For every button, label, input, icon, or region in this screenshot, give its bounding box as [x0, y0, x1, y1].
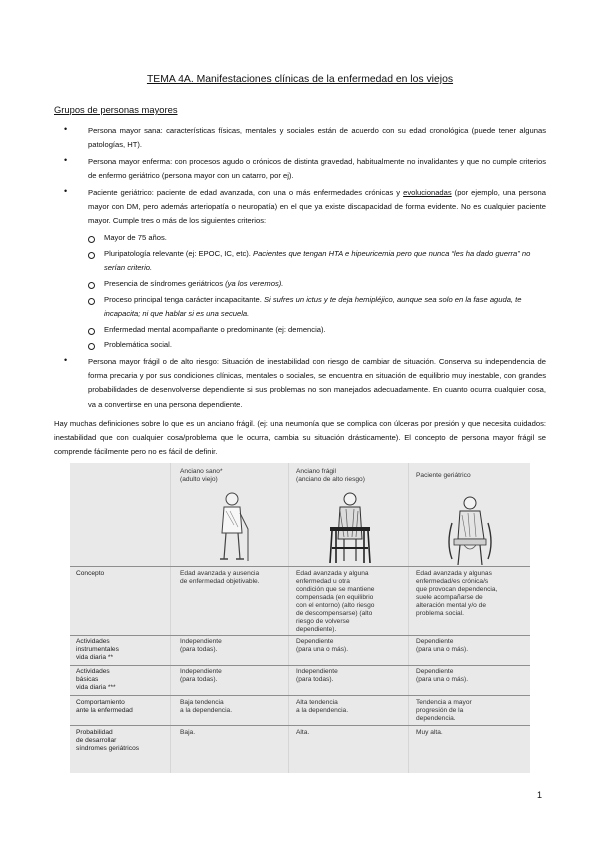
cell-prob-geriatric: Muy alta. [416, 729, 443, 736]
page-title: TEMA 4A. Manifestaciones clínicas de la enfermedad en los viejos [146, 74, 454, 85]
bullet-dot: • [64, 124, 68, 134]
criterion-pluripathology: Pluripatología relevante (ej: EPOC, IC, etc). Pacientes que tengan HTA e hipeuricemia pero que nunca “les ha dado guerra” no serían criterio. [104, 249, 531, 272]
column-divider [170, 463, 171, 773]
criterion-age: Mayor de 75 años. [104, 233, 167, 242]
row-divider [70, 566, 530, 567]
row-label-comportamiento: Comportamiento ante la enfermedad [76, 699, 133, 714]
circle-bullet [88, 343, 95, 350]
column-divider [408, 463, 409, 773]
geriatric-patient-illustration [440, 493, 496, 569]
circle-bullet [88, 252, 95, 259]
bullet-dot: • [64, 186, 68, 196]
cell-prob-frail: Alta. [296, 729, 310, 736]
cell-concepto-healthy: Edad avanzada y ausencia de enfermedad objetivable. [180, 570, 260, 585]
circle-bullet [88, 328, 95, 335]
cell-aivd-frail: Dependiente (para una o más). [296, 638, 349, 653]
section-heading: Grupos de personas mayores [54, 104, 178, 115]
bullet-frail-elder: Persona mayor frágil o de alto riesgo: Situación de inestabilidad con riesgo de cambiar de situación. Conserva su independencia de forma precaria y por sus condiciones clínicas, mentales o sociales, se encuentra en situación de equilibrio muy inestable, con grandes probabilidades de desenvolverse dependiente si sus problemas no son manejados adecuadamente. En cuanto ocurra cualquier cosa, va a convertirse en una persona dependiente. [88, 357, 546, 409]
header-frail: Anciano frágil (anciano de alto riesgo) [296, 468, 365, 483]
cell-abvd-healthy: Independiente (para todas). [180, 668, 222, 683]
cell-comport-healthy: Baja tendencia a la dependencia. [180, 699, 233, 714]
page-number: 1 [536, 790, 542, 800]
row-label-probabilidad: Probabilidad de desarrollar síndromes geriátricos [76, 729, 140, 752]
cell-concepto-frail: Edad avanzada y alguna enfermedad u otra condición que se mantiene compensada (en equilibrio con el entorno) (alto riesgo de descompensarse) (alto riesgo de volverse dependiente). [296, 570, 375, 633]
elderly-classification-figure [70, 463, 530, 773]
column-divider [288, 463, 289, 773]
header-geriatric: Paciente geriátrico [416, 472, 471, 479]
circle-bullet [88, 282, 95, 289]
circle-bullet [88, 236, 95, 243]
cell-concepto-geriatric: Edad avanzada y algunas enfermedad/es crónica/s que provocan dependencia, suele acompañarse de alteración mental y/o de problema social. [416, 570, 498, 617]
circle-bullet [88, 298, 95, 305]
row-divider [70, 665, 530, 666]
row-label-abvd: Actividades básicas vida diaria *** [76, 668, 116, 691]
underlined-term: evolucionadas [403, 188, 452, 197]
cell-comport-frail: Alta tendencia a la dependencia. [296, 699, 349, 714]
healthy-elder-illustration [210, 489, 254, 565]
bullet-dot: • [64, 155, 68, 165]
criterion-social: Problemática social. [104, 340, 172, 349]
cell-prob-healthy: Baja. [180, 729, 196, 736]
bullet-geriatric-patient: Paciente geriátrico: paciente de edad avanzada, con una o más enfermedades crónicas y evolucionadas (por ejemplo, una persona mayor con DM, pero además arteriopatía o neuropatía) en el que ya existe discapacidad de forma evidente. No es cualquier paciente mayor. Cumple tres o más de los siguientes criterios: [88, 188, 546, 226]
row-label-aivd: Actividades instrumentales vida diaria ** [76, 638, 119, 661]
criterion-geriatric-syndromes: Presencia de síndromes geriátricos (ya los veremos). [104, 279, 284, 288]
criterion-incapacitating: Proceso principal tenga carácter incapacitante. Si sufres un ictus y te deja hemipléjico, aunque sea solo en la fase aguda, te incapacita; ni que hablar si es una secuela. [104, 295, 522, 318]
row-divider [70, 695, 530, 696]
header-healthy: Anciano sano* (adulto viejo) [180, 468, 223, 483]
row-label-concepto: Concepto [76, 570, 105, 577]
cell-aivd-healthy: Independiente (para todas). [180, 638, 222, 653]
bullet-sick-elder: Persona mayor enferma: con procesos agudo o crónicos de distinta gravedad, habitualmente no invalidantes y que no cumple criterios de enfermo geriátrico (persona mayor con un catarro, por ej). [88, 157, 546, 181]
cell-abvd-frail: Independiente (para todas). [296, 668, 338, 683]
bullet-dot: • [64, 355, 68, 365]
cell-comport-geriatric: Tendencia a mayor progresión de la dependencia. [416, 699, 472, 722]
criterion-mental-illness: Enfermedad mental acompañante o predominante (ej: demencia). [104, 325, 326, 334]
row-divider [70, 635, 530, 636]
bullet-healthy-elder: Persona mayor sana: características físicas, mentales y sociales están de acuerdo con su edad cronológica (puede tener algunas patologías, HT). [88, 126, 546, 150]
frail-elder-illustration [322, 489, 378, 567]
row-divider [70, 725, 530, 726]
frailty-paragraph: Hay muchas definiciones sobre lo que es un anciano frágil. (ej: una neumonía que se complica con úlceras por presión y que necesita cuidados: inestabilidad que con cualquier cosa/problema que le ocurra, cambia su situación drásticamente). El concepto de persona mayor frágil se comprende fácilmente pero no es fácil de definir. [54, 419, 546, 457]
cell-aivd-geriatric: Dependiente (para una o más). [416, 638, 469, 653]
cell-abvd-geriatric: Dependiente (para una o más). [416, 668, 469, 683]
